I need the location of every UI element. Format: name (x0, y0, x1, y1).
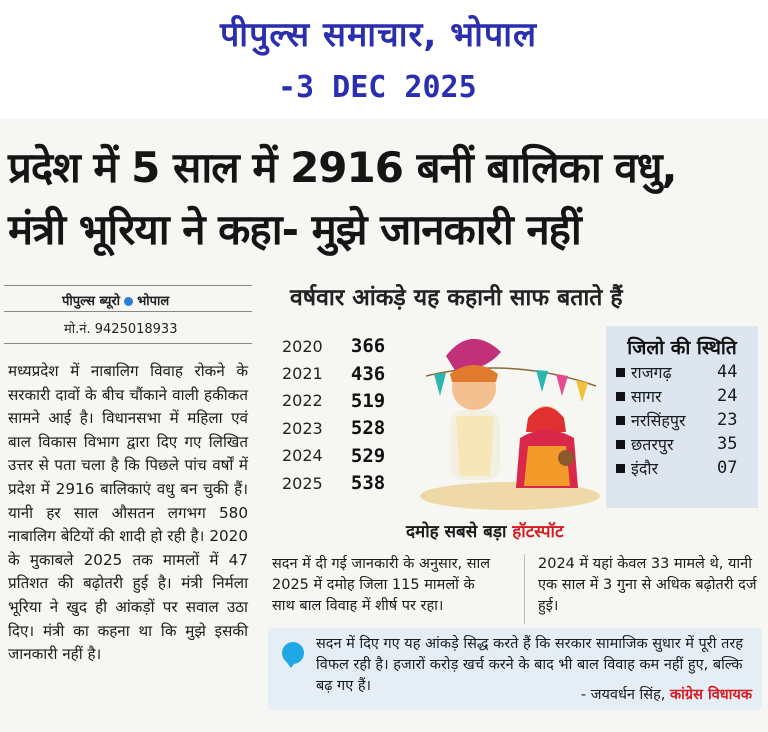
year-value: 436 (350, 362, 386, 385)
district-name: सागर (631, 387, 662, 406)
district-row (616, 408, 758, 432)
yearwise-table (270, 334, 410, 498)
year-value: 366 (350, 335, 386, 358)
year-row (270, 389, 410, 413)
stamp-date: -3 DEC 2025 (278, 70, 477, 105)
year-row (270, 444, 410, 468)
year-label: 2025 (282, 473, 323, 493)
stamp-paper-name: पीपुल्स समाचार, भोपाल (220, 15, 538, 55)
district-value: 44 (717, 362, 738, 382)
speech-bubble-icon (282, 642, 304, 664)
dot-icon (124, 297, 133, 306)
quote-author-role: कांग्रेस विधायक (670, 687, 752, 703)
year-label: 2023 (282, 418, 323, 438)
hotspot-title-main: दमोह सबसे बड़ा (406, 522, 507, 542)
district-value: 35 (717, 434, 738, 454)
hotspot-column-1: सदन में दी गई जानकारी के अनुसार, साल 2025 में दमोह जिला 115 मामलों के साथ बाल विवाह में शीर्ष पर रहा। (272, 556, 491, 614)
bullet-icon (616, 464, 625, 473)
hotspot-title-highlight: हॉटस्पॉट (512, 522, 564, 542)
yearwise-title: वर्षवार आंकड़े यह कहानी साफ बताते हैं (290, 285, 623, 311)
district-value: 23 (717, 410, 738, 430)
district-row (616, 432, 758, 456)
year-label: 2021 (282, 364, 323, 384)
district-row (616, 360, 758, 384)
quote-box (268, 628, 762, 710)
bureau-name: पीपुल्स ब्यूरो (62, 294, 121, 309)
article-body: मध्यप्रदेश में नाबालिग विवाह रोकने के सरकारी दावों के बीच चौंकाने वाली हकीकत सामने आई है। विधानसभा में महिला एवं बाल विकास विभाग द्वारा दिए गए लिखित उत्तर से पता चला है कि पिछले पांच वर्षों में प्रदेश में 2916 बालिकाएं वधु बन चुकी हैं। यानी हर साल औसतन लगभग 580 नाबालिग बेटियों की शादी हो रही है। 2020 के मुकाबले 2025 तक मामलों में 47 प्रतिशत की बढ़ोतरी हुई है। मंत्री निर्मला भूरिया ने खुद ही आंकड़ों पर सवाल उठा दिए। मंत्री का कहना था कि मुझे इसकी जानकारी नहीं है। (8, 362, 248, 664)
byline-city: भोपाल (137, 294, 170, 309)
hotspot-columns (262, 550, 762, 614)
district-name: राजगढ़ (631, 363, 672, 382)
district-row (616, 384, 758, 408)
bullet-icon (616, 440, 625, 449)
quote-author-name: - जयवर्धन सिंह, (580, 687, 666, 703)
hotspot-title (406, 519, 564, 542)
district-value: 07 (717, 458, 738, 478)
year-label: 2022 (282, 391, 323, 411)
year-value: 538 (350, 472, 386, 495)
bullet-icon (616, 392, 625, 401)
year-value: 529 (350, 444, 386, 467)
district-value: 24 (717, 386, 738, 406)
hotspot-column-2: 2024 में यहां केवल 33 मामले थे, यानी एक साल में 3 गुना से अधिक बढ़ोतरी दर्ज हुई। (538, 556, 757, 614)
year-row (270, 361, 410, 385)
mobile-number: मो.नं. 9425018933 (64, 322, 178, 337)
divider (4, 285, 252, 286)
divider (4, 311, 252, 312)
column-divider (524, 554, 525, 624)
year-value: 519 (350, 389, 386, 412)
year-row (270, 416, 410, 440)
district-name: छतरपुर (631, 435, 674, 454)
district-name: नरसिंहपुर (631, 411, 686, 430)
district-status-box (606, 326, 758, 508)
divider (4, 343, 252, 344)
district-title: जिलो की स्थिति (627, 337, 737, 359)
bullet-icon (616, 416, 625, 425)
quote-text: सदन में दिए गए यह आंकड़े सिद्ध करते हैं कि सरकार सामाजिक सुधार में पूरी तरह विफल रही है। हजारों करोड़ खर्च करने के बाद भी बाल विवाह कम नहीं हुए, बल्कि बढ़ गए हैं। (316, 636, 743, 694)
byline (62, 291, 169, 309)
headline-line-1: प्रदेश में 5 साल में 2916 बनीं बालिका वधु, (8, 143, 677, 192)
year-row (270, 471, 410, 495)
district-row (616, 456, 758, 480)
year-value: 528 (350, 417, 386, 440)
quote-author (581, 684, 752, 704)
child-marriage-illustration (416, 326, 604, 512)
headline-line-2: मंत्री भूरिया ने कहा- मुझे जानकारी नहीं (8, 205, 581, 254)
year-label: 2024 (282, 446, 323, 466)
bullet-icon (616, 368, 625, 377)
year-row (270, 334, 410, 358)
district-name: इंदौर (631, 459, 659, 478)
year-label: 2020 (282, 336, 323, 356)
